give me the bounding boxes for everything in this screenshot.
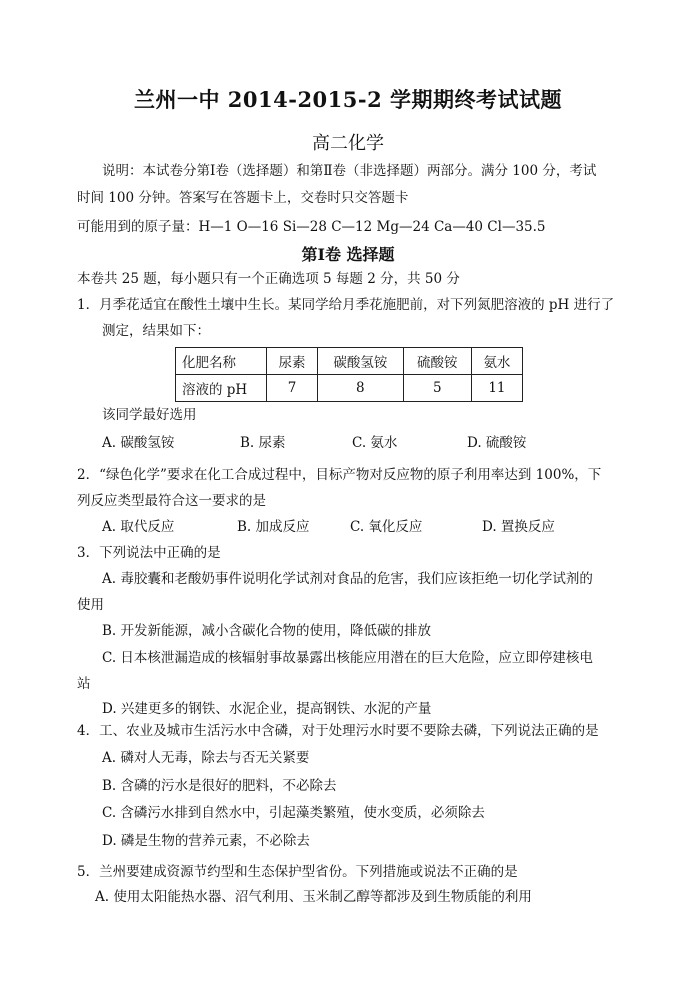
q1-stem-line-2: 测定，结果如下： xyxy=(102,323,210,339)
q1-option-d: D. 硫酸铵 xyxy=(467,435,527,451)
instructions-line-1: 说明：本试卷分第Ⅰ卷（选择题）和第Ⅱ卷（非选择题）两部分。满分 100 分，考试 xyxy=(102,163,597,179)
q5-option-a: A. 使用太阳能热水器、沼气利用、玉米制乙醇等都涉及到生物质能的利用 xyxy=(95,889,532,905)
q1-option-c: C. 氨水 xyxy=(352,435,398,451)
q1-follow: 该同学最好选用 xyxy=(102,407,197,423)
table-row xyxy=(176,348,523,375)
q1-option-b: B. 尿素 xyxy=(240,435,286,451)
table-cell: 5 xyxy=(403,375,471,402)
exam-title: 兰州一中 2014-2015-2 学期期终考试试题 xyxy=(133,87,563,112)
q5-stem: 5．兰州要建成资源节约型和生态保护型省份。下列措施或说法不正确的是 xyxy=(77,864,518,880)
q1-stem-line-1: 1．月季花适宜在酸性土壤中生长。某同学给月季花施肥前，对下列氮肥溶液的 pH 进行了 xyxy=(77,297,615,313)
q3-option-a-line-1: A. 毒胶囊和老酸奶事件说明化学试剂对食品的危害，我们应该拒绝一切化学试剂的 xyxy=(102,571,593,587)
atomic-masses: 可能用到的原子量：H—1 O—16 Si—28 C—12 Mg—24 Ca—40 Cl—35.5 xyxy=(77,219,546,235)
q4-option-a: A. 磷对人无毒，除去与否无关紧要 xyxy=(102,750,310,766)
q4-option-d: D. 磷是生物的营养元素，不必除去 xyxy=(102,833,310,849)
q2-stem-line-1: 2．“绿色化学”要求在化工合成过程中，目标产物对反应物的原子利用率达到 100%，下 xyxy=(77,467,602,483)
q1-option-a: A. 碳酸氢铵 xyxy=(102,435,175,451)
q3-option-c-line-2: 站 xyxy=(77,676,91,692)
table-cell: 7 xyxy=(267,375,318,402)
table-row xyxy=(176,375,523,402)
section-heading: 第Ⅰ卷 选择题 xyxy=(301,245,395,264)
q4-option-b: B. 含磷的污水是很好的肥料，不必除去 xyxy=(102,778,337,794)
q4-stem: 4．工、农业及城市生活污水中含磷，对于处理污水时要不要除去磷，下列说法正确的是 xyxy=(77,723,599,739)
q3-option-c-line-1: C. 日本核泄漏造成的核辐射事故暴露出核能应用潜在的巨大危险，应立即停建核电 xyxy=(102,650,593,666)
q4-option-c: C. 含磷污水排到自然水中，引起藻类繁殖，使水变质，必须除去 xyxy=(102,805,485,821)
q3-option-a-line-2: 使用 xyxy=(77,597,104,613)
q3-option-b: B. 开发新能源，减小含碳化合物的使用，降低碳的排放 xyxy=(102,623,432,639)
q3-stem: 3．下列说法中正确的是 xyxy=(77,545,221,561)
section-note: 本卷共 25 题，每小题只有一个正确选项 5 每题 2 分，共 50 分 xyxy=(77,271,460,287)
ph-table xyxy=(175,347,523,402)
q2-option-c: C. 氧化反应 xyxy=(350,519,423,535)
instructions-line-2: 时间 100 分钟。答案写在答题卡上，交卷时只交答题卡 xyxy=(77,190,409,206)
exam-subtitle: 高二化学 xyxy=(312,133,384,154)
table-cell: 尿素 xyxy=(267,348,318,375)
q2-option-b: B. 加成反应 xyxy=(237,519,310,535)
table-cell: 11 xyxy=(471,375,522,402)
table-cell: 化肥名称 xyxy=(176,348,267,375)
table-cell: 溶液的 pH xyxy=(176,375,267,402)
q2-option-d: D. 置换反应 xyxy=(482,519,555,535)
q2-stem-line-2: 列反应类型最符合这一要求的是 xyxy=(77,493,266,509)
table-cell: 8 xyxy=(318,375,404,402)
q2-option-a: A. 取代反应 xyxy=(102,519,175,535)
table-cell: 硫酸铵 xyxy=(403,348,471,375)
table-cell: 氨水 xyxy=(471,348,522,375)
table-cell: 碳酸氢铵 xyxy=(318,348,404,375)
q3-option-d: D. 兴建更多的钢铁、水泥企业，提高钢铁、水泥的产量 xyxy=(102,701,432,717)
